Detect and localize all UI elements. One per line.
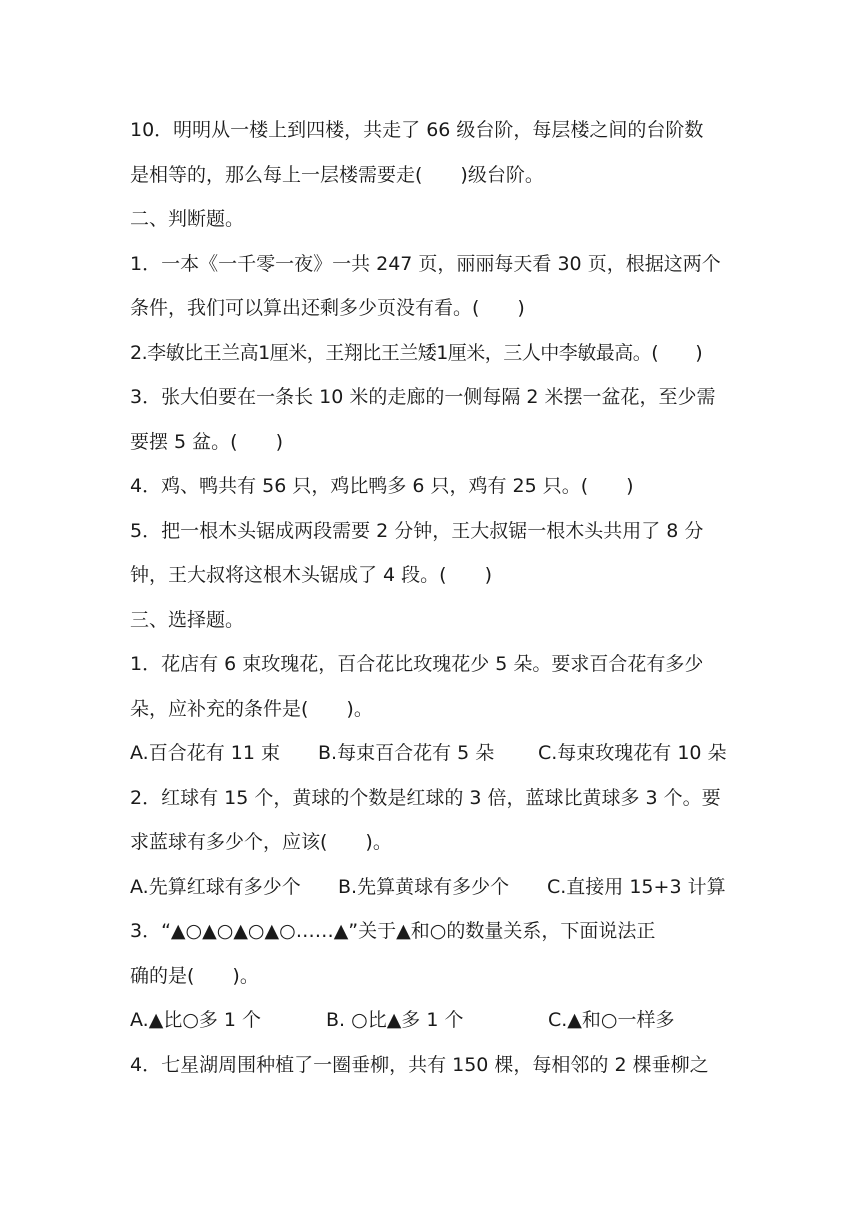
judge-q5-line-2: 钟，王大叔将这根木头锯成了 4 段。( ) — [130, 564, 492, 586]
judge-q5-line-1: 5．把一根木头锯成两段需要 2 分钟，王大叔锯一根木头共用了 8 分 — [130, 519, 704, 542]
choice-q3-option-b: B. ○比▲多 1 个 — [326, 1009, 464, 1031]
choice-q3-option-a: A.▲比○多 1 个 — [130, 1009, 262, 1031]
choice-q1-option-a: A.百合花有 11 束 — [130, 742, 280, 764]
choice-q3-line-1: 3．“▲○▲○▲○▲○……▲”关于▲和○的数量关系，下面说法正 — [130, 920, 656, 942]
section-3-heading: 三、选择题。 — [130, 608, 245, 631]
choice-q1-line-1: 1．花店有 6 束玫瑰花，百合花比玫瑰花少 5 朵。要求百合花有多少 — [130, 653, 704, 675]
document-content — [130, 108, 730, 1087]
choice-q2-option-c: C.直接用 15+3 计算 — [547, 875, 726, 898]
choice-q2-line-1: 2．红球有 15 个，黄球的个数是红球的 3 倍，蓝球比黄球多 3 个。要 — [130, 786, 721, 809]
choice-q3-option-c: C.▲和○一样多 — [548, 1009, 675, 1031]
choice-q4-line-1: 4．七星湖周围种植了一圈垂柳，共有 150 棵，每相邻的 2 棵垂柳之 — [130, 1053, 709, 1076]
choice-q1-option-b: B.每束百合花有 5 朵 — [318, 742, 495, 764]
judge-q3-line-2: 要摆 5 盆。( ) — [130, 430, 283, 453]
choice-q1-option-c: C.每束玫瑰花有 10 朵 — [538, 742, 727, 764]
judge-q3-line-1: 3．张大伯要在一条长 10 米的走廊的一侧每隔 2 米摆一盆花，至少需 — [130, 386, 716, 408]
judge-q1-line-1: 1．一本《一千零一夜》一共 247 页，丽丽每天看 30 页，根据这两个 — [130, 252, 721, 275]
choice-q3-options — [130, 998, 730, 1043]
choice-q2-line-2: 求蓝球有多少个，应该( )。 — [130, 831, 392, 853]
judge-q4-line-1: 4．鸡、鸭共有 56 只，鸡比鸭多 6 只，鸡有 25 只。( ) — [130, 475, 634, 497]
choice-q1-line-2: 朵，应补充的条件是( )。 — [130, 697, 373, 720]
choice-q2-option-b: B.先算黄球有多少个 — [338, 875, 510, 898]
judge-q2-line-1: 2.李敏比王兰高1厘米，王翔比王兰矮1厘米，三人中李敏最高。( ) — [130, 341, 703, 364]
judge-q1-line-2: 条件，我们可以算出还剩多少页没有看。( ) — [130, 297, 525, 319]
question-10-line-1: 10．明明从一楼上到四楼，共走了 66 级台阶，每层楼之间的台阶数 — [130, 119, 704, 141]
question-10-line-2: 是相等的，那么每上一层楼需要走( )级台阶。 — [130, 163, 544, 186]
section-2-heading: 二、判断题。 — [130, 208, 245, 230]
choice-q2-option-a: A.先算红球有多少个 — [130, 875, 301, 898]
choice-q3-line-2: 确的是( )。 — [130, 964, 259, 987]
choice-q2-options — [130, 865, 730, 910]
choice-q1-options — [130, 731, 730, 776]
